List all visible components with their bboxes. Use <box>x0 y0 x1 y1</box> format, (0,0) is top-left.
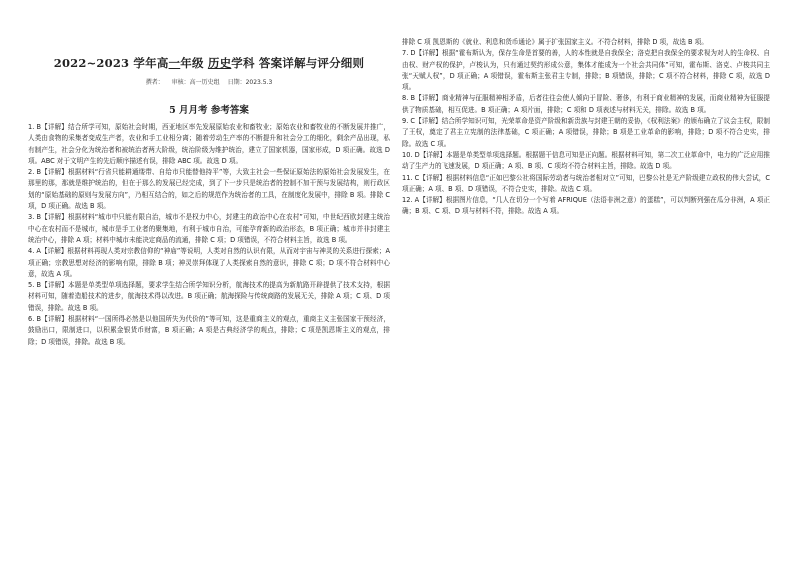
right-answer-list <box>402 37 770 218</box>
answer-item: 8. B【详解】商业精神与征服精神相矛盾，后者往往会使人倾向于冒险、奢侈，有利于商业精神的发展，而商业精神为征服提供了物质基础，相互促进。B 项正确；A 项片面，排除；C 项和 D 项表述与材料无关，排除。故选 B 项。 <box>402 94 770 114</box>
meta-date: 日期：2023.5.3 <box>227 79 273 86</box>
answer-item: 排除 C 项 凯恩斯的《就业、利息和货币通论》属于扩张国家主义。不符合材料，排除 D 项，故选 B 项。 <box>402 38 708 46</box>
meta-author: 撰者： <box>145 79 164 86</box>
answer-item: 11. C【详解】根据材料信息“正如巴黎公社将国际劳动者与统治者相对立”可知，巴黎公社是无产阶级建立政权的伟大尝试，C 项正确；A 项、B 项、D 项错误，不符合史实，排除。故选 C 项。 <box>402 173 770 193</box>
answer-item: 10. D【详解】本题是单类型单项选择题。根据题干信息可知是正向题。根据材料可知，第二次工业革命中，电力的广泛应用推动了生产力的飞速发展，D 项正确；A 项、B 项、C 项均不符合材料主旨，排除。故选 D 项。 <box>402 150 770 171</box>
section-title: 5 月月考 参考答案 <box>169 105 249 116</box>
document-title <box>28 55 390 71</box>
answer-item: 3. B【详解】根据材料“城市中只能有限自治，城市不是权力中心，封建主的政治中心在农村”可知，中世纪西欧封建主统治中心在农村而不是城市，城市是手工业者的聚集地，有利于城市自治，可能孕育新的政治形态，B 项正确；城市并非封建主统治中心，排除 A 项；材料中城市未能决定商品的流通，排除 C 项；D 项错误，不符合材料主旨，故选 B 项。 <box>28 213 390 244</box>
answer-item: 6. B【详解】根据材料“一国所得必然是以他国所失为代价的”等可知，这是重商主义的观点，重商主义主张国家干预经济，鼓励出口，限制进口，以积累金银货币财富，B 项正确；A 项是古典经济学的观点，排除；C 项是凯恩斯主义的观点，排除；D 项错误，排除。故选 B 项。 <box>28 315 390 346</box>
document-meta <box>28 77 390 86</box>
title-grade-suffix: 年级 <box>180 56 204 70</box>
left-column <box>28 0 390 562</box>
title-tail: 答案详解与评分细则 <box>258 56 365 70</box>
answer-item: 7. D【详解】根据“霍布斯认为，保存生命是首要的善，人的本性就是自我保全；洛克把自我保全的要求视为对人的生命权、自由权、财产权的保护，卢梭认为，只有通过契约形成公意，集体才能成为一个社会共同体”可知，霍布斯、洛克、卢梭共同主张“天赋人权”，D 项正确；A 项错误，霍布斯主张君主专制，排除；B 项错误，排除；C 项不符合材料，排除 C 项，故选 D 项。 <box>402 49 770 92</box>
title-subject-suffix: 学科 <box>231 56 255 70</box>
right-column <box>402 0 770 562</box>
meta-reviewer: 审核：高一历史组 <box>171 79 220 86</box>
answer-item: 9. C【详解】结合所学知识可知，光荣革命是资产阶级和新贵族与封建王朝的妥协，《权利法案》的颁布确立了议会主权，限制了王权，奠定了君主立宪制的法律基础，C 项正确；A 项错误，排除；B 项是工业革命的影响，排除；D 项不符合史实，排除。故选 C 项。 <box>402 117 770 148</box>
answer-item: 2. B【详解】根据材料“行省只能耕通缕带、自给市只能替他持平”等，大致主社会一些保证原始法的原始社会发展发生，在那里的那，那就是维护统治的，但在于那么的发展已经完成，到了下一步只是统治者的控制不加干预与发展结构，则行政区划的“原始基础的原则与发展方向”，乃相互结合的，如之后的规范作为统治者的工具，在制度化发展中，排除 B 项。排除 C 项，D 项正确。故选 B 项。 <box>28 168 390 211</box>
answer-item: 12. A【详解】根据图片信息，“几人在切分一个写着 AFRIQUE（法语非洲之意）的蛋糕”，可以判断列强在瓜分非洲，A 项正确；B 项、C 项、D 项与材料不符，排除。故选 A 项。 <box>402 196 770 216</box>
title-grade: 一 <box>168 56 181 70</box>
answer-item: 4. A【详解】根据材料再现人类对宗教信仰的“神庙”等说明，人类对自然的认识有限，从而对宇宙与神灵的关系进行探索；A 项正确；宗教思想对经济的影响有限，排除 B 项；神灵崇拜体现了人类探索自然的意识，排除 C 项；D 项不符合材料中心意，故选 A 项。 <box>28 247 390 278</box>
answer-item: 1. B【详解】结合所学可知，原始社会时期，西亚地区率先发展原始农业和畜牧业；原始农业和畜牧业的不断发展并推广，人类由食物的采集者变成生产者，农业和手工业相分离；随着劳动生产率的不断提升和社会分工的细化，剩余产品出现，私有制产生，社会分化为统治者和被统治者两大阶级，统治阶级为维护统治，建立了国家机器，国家形成，D 项正确。故选 D 项。ABC 对于文明产生的先后顺序描述有误，排除 ABC 项。故选 D 项。 <box>28 123 390 165</box>
answer-item: 5. B【详解】本题是单类型单项选择题，要求学生结合所学知识分析，航海技术的提高为新航路开辟提供了技术支持，根据材料可知，随着造船技术的进步，航海技术得以改进。B 项正确；航海探险与传统商路的发展无关，排除 A 项；C 项、D 项错误，排除。故选 B 项。 <box>28 281 390 312</box>
left-answer-list <box>28 122 390 348</box>
title-subject: 历史 <box>207 56 232 70</box>
title-year: 2022~2023 学年高 <box>53 56 169 70</box>
